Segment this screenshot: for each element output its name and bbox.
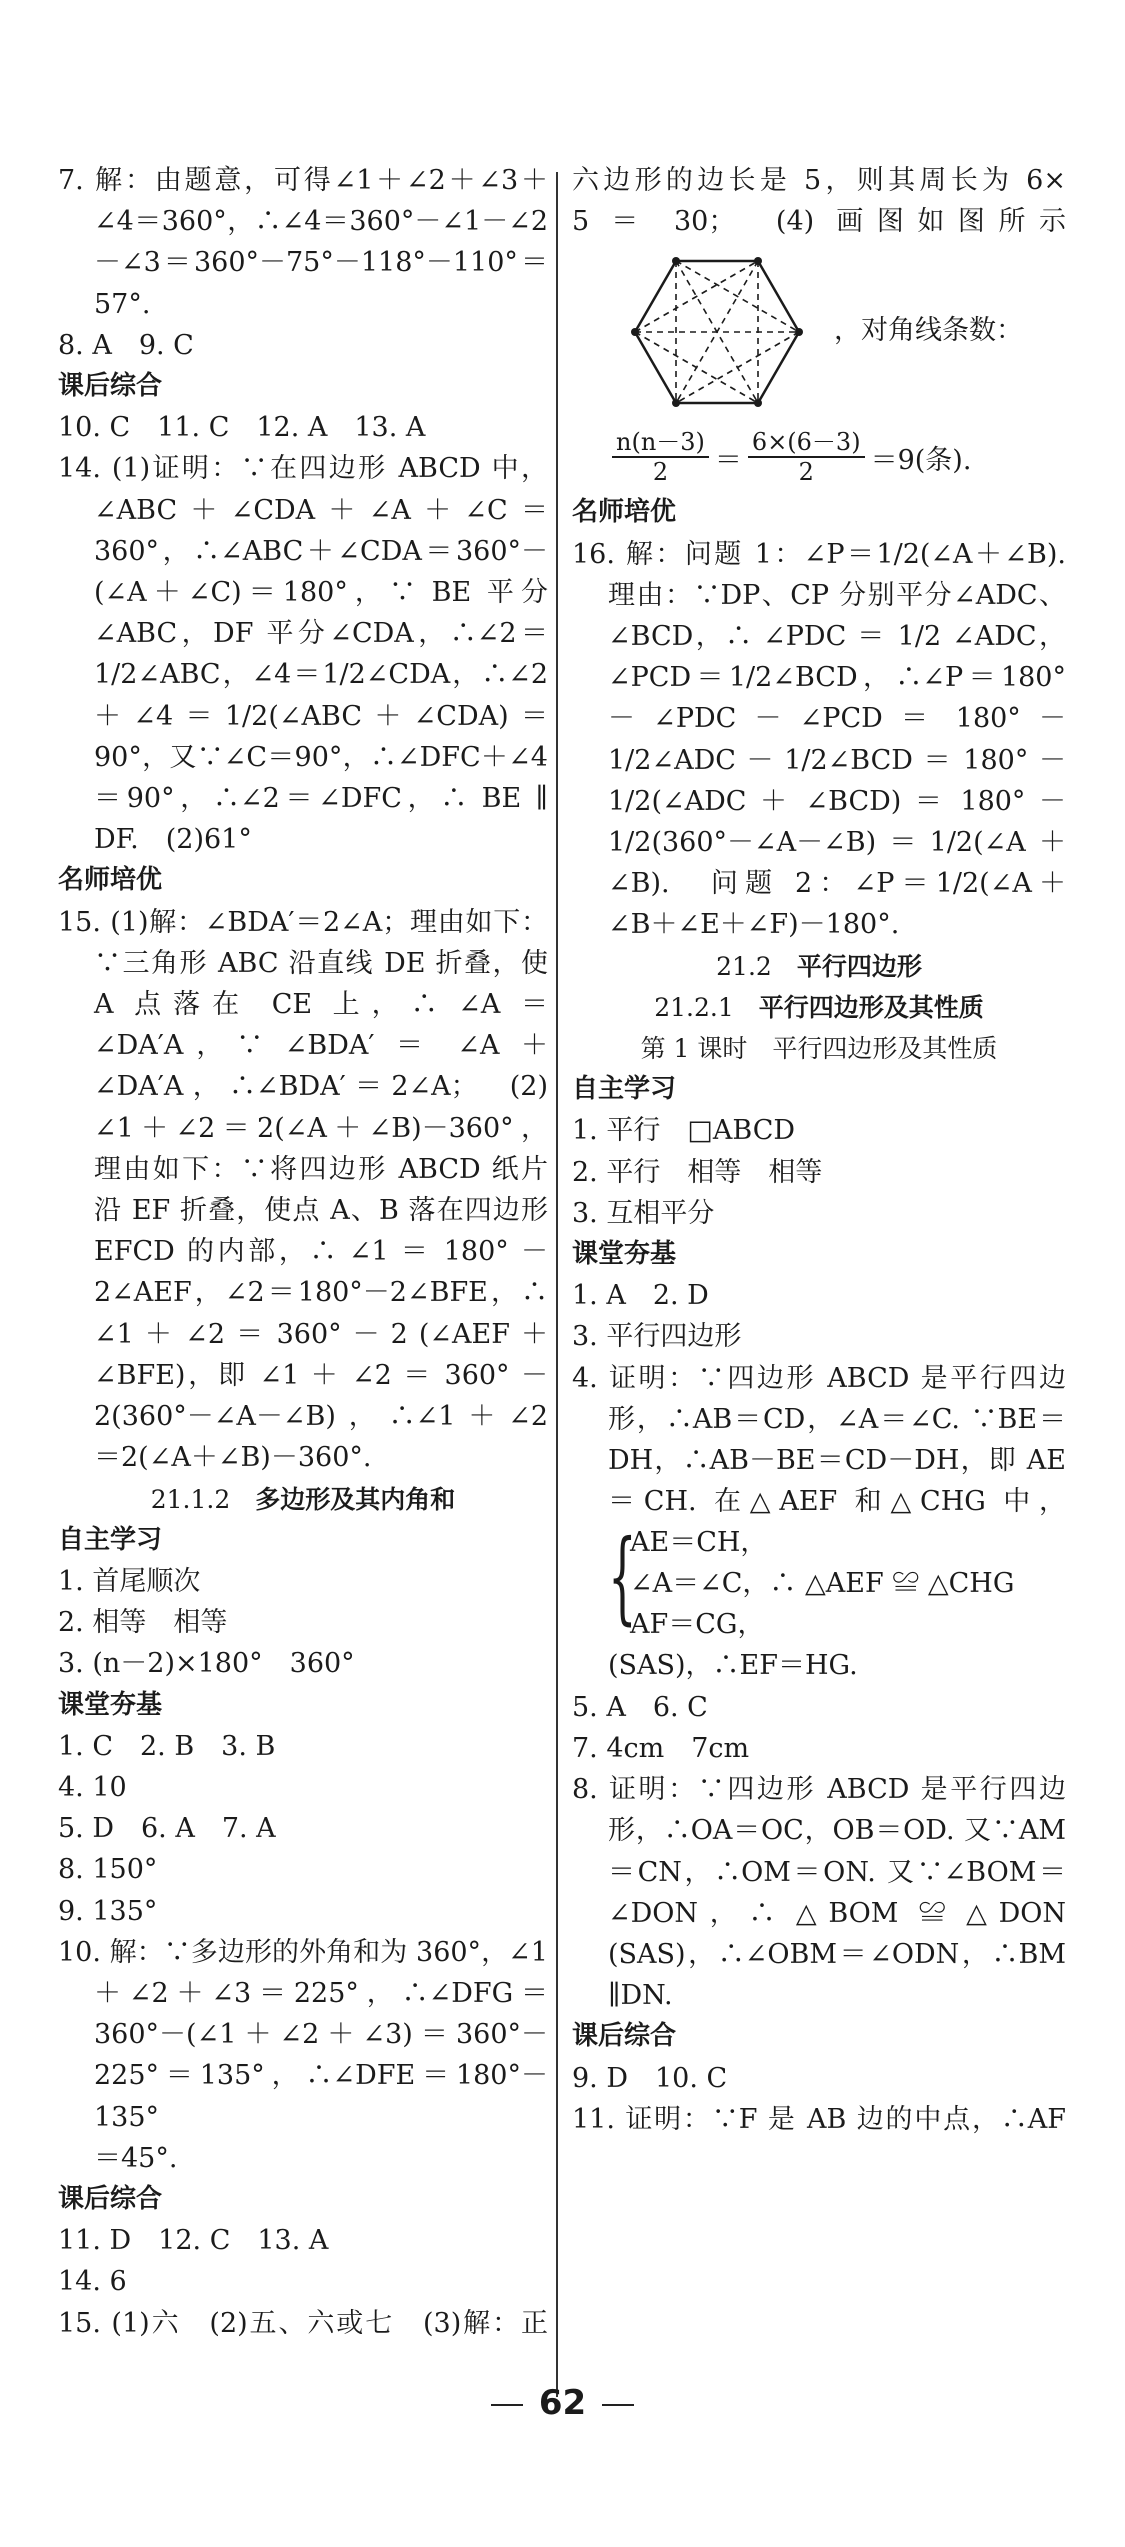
answer-line: 7. 解：由题意，可得∠1＋∠2＋∠3＋ — [58, 165, 548, 196]
answer-line: 14. (1)证明：∵在四边形 ABCD 中， — [58, 453, 548, 485]
answer-line: 9. D 10. C — [572, 2062, 728, 2094]
answer-line: ∠PCD＝1/2∠BCD，∴∠P＝180° — [608, 662, 1066, 694]
section-title — [58, 1479, 548, 1520]
answer-line: 2∠AEF，∠2＝180°－2∠BFE，∴ — [94, 1277, 548, 1309]
answer-line: － ∠PDC － ∠PCD ＝ 180° － — [608, 703, 1066, 735]
answer-line: ＝CH. 在△AEF 和△CHG 中， — [608, 1486, 1066, 1518]
answer-line: ∠ABC＋∠CDA＋∠A＋∠C＝ — [94, 494, 548, 526]
answer-line: 2(360°－∠A－∠B)，∴∠1＋∠2 — [94, 1401, 548, 1433]
brace-row: AE＝CH， — [630, 1527, 768, 1559]
answer-line: 形，∴AB＝CD，∠A＝∠C. ∵BE＝ — [608, 1403, 1066, 1435]
section-heading: 课后综合 — [58, 371, 163, 402]
figure-side-text: ，对角线条数： — [834, 315, 1023, 347]
answer-line: 8. 证明：∵四边形 ABCD 是平行四边 — [572, 1774, 1066, 1806]
hexagon-side — [758, 261, 799, 332]
answer-line: 4. 证明：∵四边形 ABCD 是平行四边 — [572, 1362, 1066, 1394]
section-heading: 名师培优 — [58, 865, 163, 896]
hexagon-diagonal — [676, 332, 799, 403]
hexagon-vertex — [672, 399, 680, 407]
hexagon-side — [758, 332, 799, 403]
answer-line: 360°，∴∠ABC＋∠CDA＝360°－ — [94, 535, 548, 567]
hexagon-vertex — [754, 399, 762, 407]
answer-line: ∠DA′A，∴∠BDA′＝2∠A； (2) — [94, 1071, 548, 1103]
answer-line: 1/2∠ABC，∠4＝1/2∠CDA，∴∠2 — [94, 659, 548, 691]
hexagon-diagonal — [635, 261, 758, 332]
answer-line: 8. A 9. C — [58, 329, 194, 361]
answer-line: 7. 4cm 7cm — [572, 1732, 750, 1764]
page-number: 62 — [0, 2383, 1125, 2423]
answer-line: 理由如下：∵将四边形 ABCD 纸片 — [94, 1153, 548, 1185]
answer-line: 9. 135° — [58, 1895, 158, 1927]
answer-line: 14. 6 — [58, 2266, 127, 2298]
congruence-brace-block — [572, 1518, 1066, 1645]
section-heading: 课后综合 — [58, 2183, 163, 2214]
answer-line: 16. 解：问题 1：∠P＝1/2(∠A＋∠B). — [572, 538, 1066, 570]
section-heading: 课后综合 — [572, 2021, 677, 2052]
answer-line: ∠DON，∴ △BOM ≌ △DON — [608, 1897, 1066, 1929]
answer-line: 六边形的边长是 5，则其周长为 6× — [572, 165, 1066, 196]
hexagon-diagonal — [676, 261, 799, 332]
hexagon-side — [635, 332, 676, 403]
answer-line: 沿 EF 折叠，使点 A、B 落在四边形 — [94, 1195, 548, 1227]
section-heading: 课堂夯基 — [572, 1239, 677, 1270]
answer-line: ＝90°，∴∠2＝∠DFC，∴ BE ∥ — [94, 783, 548, 815]
answer-line: 90°，又∵∠C＝90°，∴∠DFC＋∠4 — [94, 741, 548, 773]
answer-line: 2. 平行 相等 相等 — [572, 1156, 823, 1188]
answer-line: 5. A 6. C — [572, 1691, 708, 1723]
section-title-21-2-1: 21.2.1 平行四边形及其性质 — [654, 992, 984, 1022]
answer-line: 8. 150° — [58, 1854, 158, 1886]
answer-line: －∠3＝360°－75°－118°－110°＝ — [94, 247, 548, 279]
answer-line: (SAS)，∴EF＝HG. — [608, 1650, 858, 1682]
answer-line: ∠BCD，∴ ∠PDC ＝ 1/2 ∠ADC， — [608, 621, 1066, 653]
answer-line: ∠ABC，DF 平分∠CDA，∴∠2＝ — [94, 618, 548, 650]
hexagon-vertex — [795, 328, 803, 336]
answer-line: ∠4＝360°，∴∠4＝360°－∠1－∠2 — [94, 206, 548, 238]
answer-line: ∠B＋∠E＋∠F)－180°. — [608, 909, 900, 941]
answer-line: 15. (1)解：∠BDA′＝2∠A；理由如下： — [58, 906, 548, 938]
answer-line: 57°. — [94, 288, 151, 320]
answer-line: DF. (2)61° — [94, 824, 252, 856]
answer-line: 10. 解：∵多边形的外角和为 360°，∠1 — [58, 1936, 548, 1968]
answer-line: 3. (n－2)×180° 360° — [58, 1648, 355, 1680]
answer-line: 11. D 12. C 13. A — [58, 2225, 329, 2257]
section-heading: 名师培优 — [572, 497, 677, 528]
answer-line: ＝CN，∴OM＝ON. 又∵∠BOM＝ — [608, 1856, 1066, 1888]
column-divider — [556, 172, 558, 2397]
hexagon-vertex — [754, 257, 762, 265]
answer-line: ∠1＋∠2＝2(∠A＋∠B)－360°， — [94, 1112, 548, 1144]
answer-line: ∵三角形 ABC 沿直线 DE 折叠，使 — [94, 947, 548, 979]
hexagon-side — [635, 261, 676, 332]
answer-line: 10. C 11. C 12. A 13. A — [58, 412, 426, 444]
answer-line: A 点落在 CE 上，∴ ∠A ＝ — [94, 989, 548, 1021]
answer-line: 1. C 2. B 3. B — [58, 1730, 276, 1762]
answer-line: 形，∴OA＝OC，OB＝OD. 又∵AM — [608, 1815, 1066, 1847]
answer-line: ＝2(∠A＋∠B)－360°. — [94, 1442, 372, 1474]
answer-line: ∠B). 问题 2：∠P＝1/2(∠A＋ — [608, 868, 1066, 900]
brace-row: AF＝CG， — [630, 1609, 765, 1641]
answer-line: 225°＝135°，∴∠DFE＝180°－135° — [94, 2060, 548, 2133]
diagonal-count-formula: $\frac{n(n-3)}{2}$ ＝ $\frac{6\times(6-3)}{2}$ ＝9(条). — [572, 422, 1066, 492]
hexagon-diagonals-figure — [612, 242, 822, 422]
page-number-dash-left — [491, 2404, 523, 2406]
answer-line: 1. 首尾顺次 — [58, 1565, 201, 1597]
answer-line: ∠DA′A，∵ ∠BDA′ ＝ ∠A ＋ — [94, 1030, 548, 1062]
answer-line: 11. 证明：∵F 是 AB 边的中点，∴AF — [572, 2103, 1066, 2135]
answer-line: (SAS)，∴∠OBM＝∠ODN，∴BM — [608, 1938, 1066, 1970]
section-number: 21.1.2 — [150, 1484, 231, 1514]
brace-row: ∠A＝∠C，∴ △AEF ≌ △CHG — [630, 1568, 1015, 1600]
hexagon-vertex — [672, 257, 680, 265]
answer-line: 15. (1)六 (2)五、六或七 (3)解：正 — [58, 2307, 548, 2339]
answer-line: (∠A＋∠C)＝180°，∵ BE 平分 — [94, 577, 548, 609]
answer-line: 5 ＝ 30； (4) 画图如图所示 — [572, 206, 1066, 238]
answer-line: 3. 互相平分 — [572, 1197, 715, 1229]
answer-line: 理由：∵DP、CP 分别平分∠ADC、 — [608, 579, 1066, 611]
left-brace: { — [608, 1518, 637, 1636]
section-heading: 自主学习 — [58, 1524, 163, 1555]
answer-line: 360°－(∠1＋∠2＋∠3)＝360°－ — [94, 2019, 548, 2051]
right-column — [572, 160, 1066, 2140]
section-title-21-2: 21.2 平行四边形 — [716, 951, 922, 981]
answer-line: DH，∴AB－BE＝CD－DH，即 AE — [608, 1445, 1066, 1477]
answer-line: 1. 平行 □ABCD — [572, 1115, 796, 1147]
fraction-2: $\frac{6\times(6-3)}{2}$ — [748, 428, 865, 486]
answer-line: 4. 10 — [58, 1771, 127, 1803]
answer-line: ∠1 ＋ ∠2 ＝ 360° － 2 (∠AEF ＋ — [94, 1318, 548, 1350]
answer-line: 3. 平行四边形 — [572, 1321, 742, 1353]
fraction-1: $\frac{n(n-3)}{2}$ — [612, 428, 709, 486]
answer-line: ＋∠2＋∠3＝225°，∴∠DFG＝ — [94, 1977, 548, 2009]
page-number-dash-right — [602, 2404, 634, 2406]
section-heading: 课堂夯基 — [58, 1689, 163, 1720]
hexagon-figure-row — [572, 242, 1066, 422]
answer-line: 1/2(∠ADC ＋ ∠BCD) ＝ 180° － — [608, 785, 1066, 817]
lesson-title: 第 1 课时 平行四边形及其性质 — [640, 1034, 998, 1064]
answer-line: 2. 相等 相等 — [58, 1607, 228, 1639]
left-column — [58, 160, 548, 2344]
answer-line: 1/2∠ADC － 1/2∠BCD ＝ 180° － — [608, 744, 1066, 776]
answer-line: EFCD 的内部，∴ ∠1 ＝ 180° － — [94, 1236, 548, 1268]
answer-line: 1/2(360°－∠A－∠B)＝1/2(∠A＋ — [608, 827, 1066, 859]
answer-line: ∠BFE)，即 ∠1 ＋ ∠2 ＝ 360° － — [94, 1359, 548, 1391]
answer-line: 1. A 2. D — [572, 1280, 709, 1312]
answer-line: ＝45°. — [94, 2142, 178, 2174]
hexagon-vertex — [631, 328, 639, 336]
answer-line: ∥DN. — [608, 1980, 673, 2012]
answer-line: ＋∠4＝1/2(∠ABC＋∠CDA)＝ — [94, 700, 548, 732]
section-heading: 自主学习 — [572, 1074, 677, 1105]
answer-line: 5. D 6. A 7. A — [58, 1813, 276, 1845]
section-name: 多边形及其内角和 — [255, 1484, 456, 1514]
